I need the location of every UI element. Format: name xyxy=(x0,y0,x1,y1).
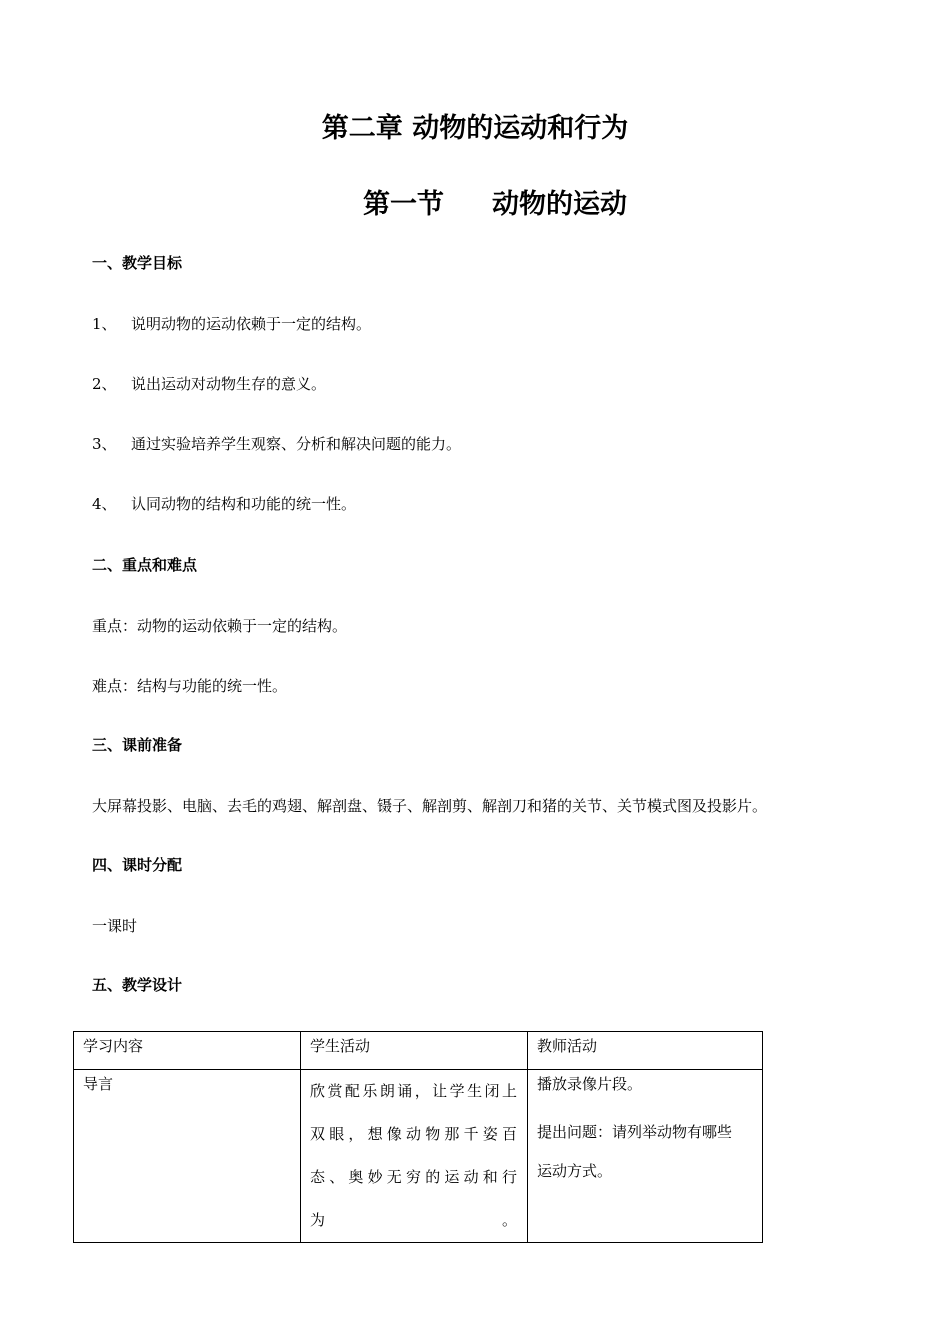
objective-item: 3、 通过实验培养学生观察、分析和解决问题的能力。 xyxy=(92,435,462,453)
heading-design: 五、教学设计 xyxy=(92,976,183,994)
column-header: 学生活动 xyxy=(301,1032,528,1070)
section-title xyxy=(0,182,950,221)
column-header: 学习内容 xyxy=(74,1032,301,1070)
heading-preparation: 三、课前准备 xyxy=(92,736,183,754)
objective-item: 1、 说明动物的运动依赖于一定的结构。 xyxy=(92,315,372,333)
table-header-row xyxy=(74,1032,763,1070)
design-table xyxy=(73,1031,763,1243)
content-cell: 导言 xyxy=(74,1070,301,1243)
section-number: 第一节 xyxy=(363,189,444,220)
column-header: 教师活动 xyxy=(528,1032,763,1070)
chapter-title: 第二章 动物的运动和行为 xyxy=(321,113,629,144)
objective-item: 4、 认同动物的结构和功能的统一性。 xyxy=(92,495,357,513)
heading-schedule: 四、课时分配 xyxy=(92,856,183,874)
preparation-text: 大屏幕投影、电脑、去毛的鸡翅、解剖盘、镊子、解剖剪、解剖刀和猪的关节、关节模式图及投影片。 xyxy=(92,797,768,815)
section-name: 动物的运动 xyxy=(492,189,627,220)
objective-item: 2、 说出运动对动物生存的意义。 xyxy=(92,375,327,393)
heading-objectives: 一、教学目标 xyxy=(92,254,183,272)
difficulty-text: 难点：结构与功能的统一性。 xyxy=(92,677,288,695)
heading-key-points: 二、重点和难点 xyxy=(92,556,198,574)
student-activity-cell: 欣赏配乐朗诵，让学生闭上 双眼，想像动物那千姿百 态、奥妙无穷的运动和行 为。 xyxy=(301,1070,528,1243)
table-row xyxy=(74,1070,763,1243)
schedule-text: 一课时 xyxy=(92,917,138,935)
key-point-text: 重点：动物的运动依赖于一定的结构。 xyxy=(92,617,348,635)
teacher-activity-cell: 播放录像片段。 提出问题：请列举动物有哪些 运动方式。 xyxy=(528,1070,763,1243)
